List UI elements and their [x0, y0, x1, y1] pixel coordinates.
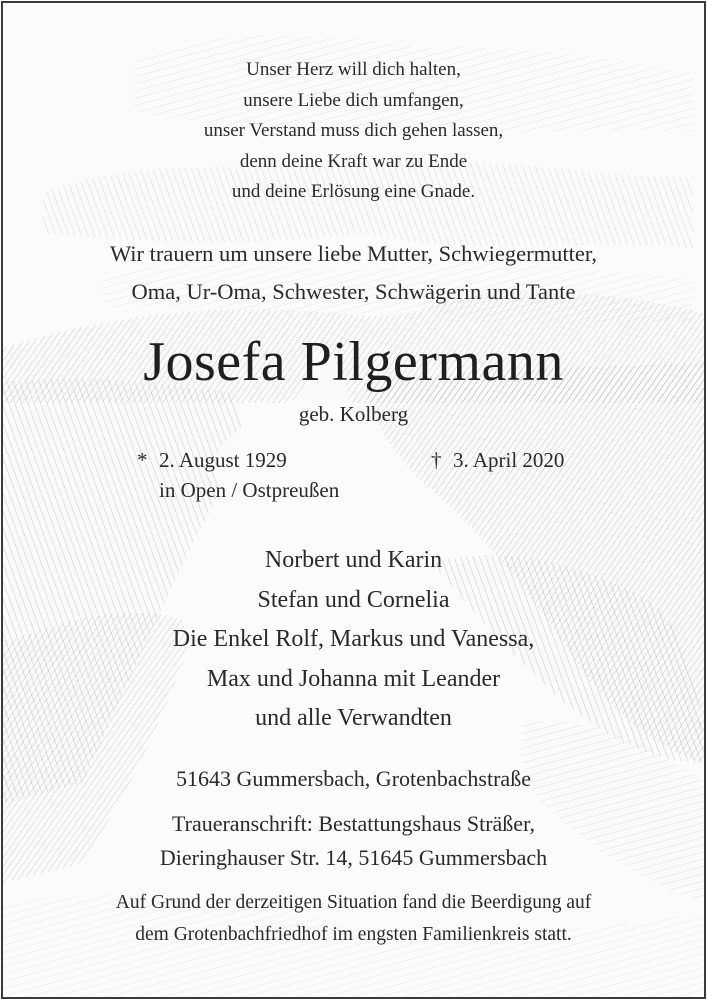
- obituary-card: [1, 1, 706, 999]
- intro-line: Wir trauern um unsere liebe Mutter, Schwiegermutter,: [109, 241, 598, 266]
- mourning-address: [3, 807, 704, 875]
- family-address: 51643 Gummersbach, Grotenbachstraße: [176, 766, 531, 791]
- death-info: [431, 445, 564, 475]
- poem-line: unsere Liebe dich umfangen,: [243, 89, 464, 111]
- poem-line: und deine Erlösung eine Gnade.: [231, 181, 476, 202]
- birth-info: [137, 445, 339, 505]
- poem-line: denn deine Kraft war zu Ende: [239, 150, 468, 172]
- birth-place: in Open / Ostpreußen: [159, 478, 340, 502]
- intro-line: Oma, Ur-Oma, Schwester, Schwägerin und Tante: [131, 279, 576, 304]
- mourner-line: Norbert und Karin: [264, 547, 443, 573]
- birth-date: 2. August 1929: [159, 448, 287, 472]
- notice-line: dem Grotenbachfriedhof im engsten Familienkreis statt.: [135, 924, 572, 945]
- mourners-list: [3, 541, 704, 739]
- maiden-name: geb. Kolberg: [298, 402, 409, 426]
- notice-line: Auf Grund der derzeitigen Situation fand die Beerdigung auf: [115, 892, 592, 913]
- mourner-line: und alle Verwandten: [255, 705, 452, 731]
- death-date: 3. April 2020: [453, 448, 565, 472]
- mourner-line: Stefan und Cornelia: [257, 586, 450, 613]
- birth-star-icon: *: [137, 448, 148, 472]
- poem-verse: [3, 55, 704, 208]
- mourner-line: Die Enkel Rolf, Markus und Vanessa,: [172, 626, 535, 652]
- mourning-intro: [3, 235, 704, 311]
- mourner-line: Max und Johanna mit Leander: [206, 665, 501, 692]
- funeral-notice: [3, 887, 704, 951]
- mourning-address-line: Dieringhauser Str. 14, 51645 Gummersbach: [159, 845, 548, 870]
- death-cross-icon: †: [431, 448, 442, 472]
- mourning-address-line: Traueranschrift: Bestattungshaus Sträßer,: [171, 811, 536, 836]
- poem-line: Unser Herz will dich halten,: [246, 59, 461, 80]
- deceased-name: Josefa Pilgermann: [143, 331, 564, 393]
- poem-line: unser Verstand muss dich gehen lassen,: [203, 120, 504, 141]
